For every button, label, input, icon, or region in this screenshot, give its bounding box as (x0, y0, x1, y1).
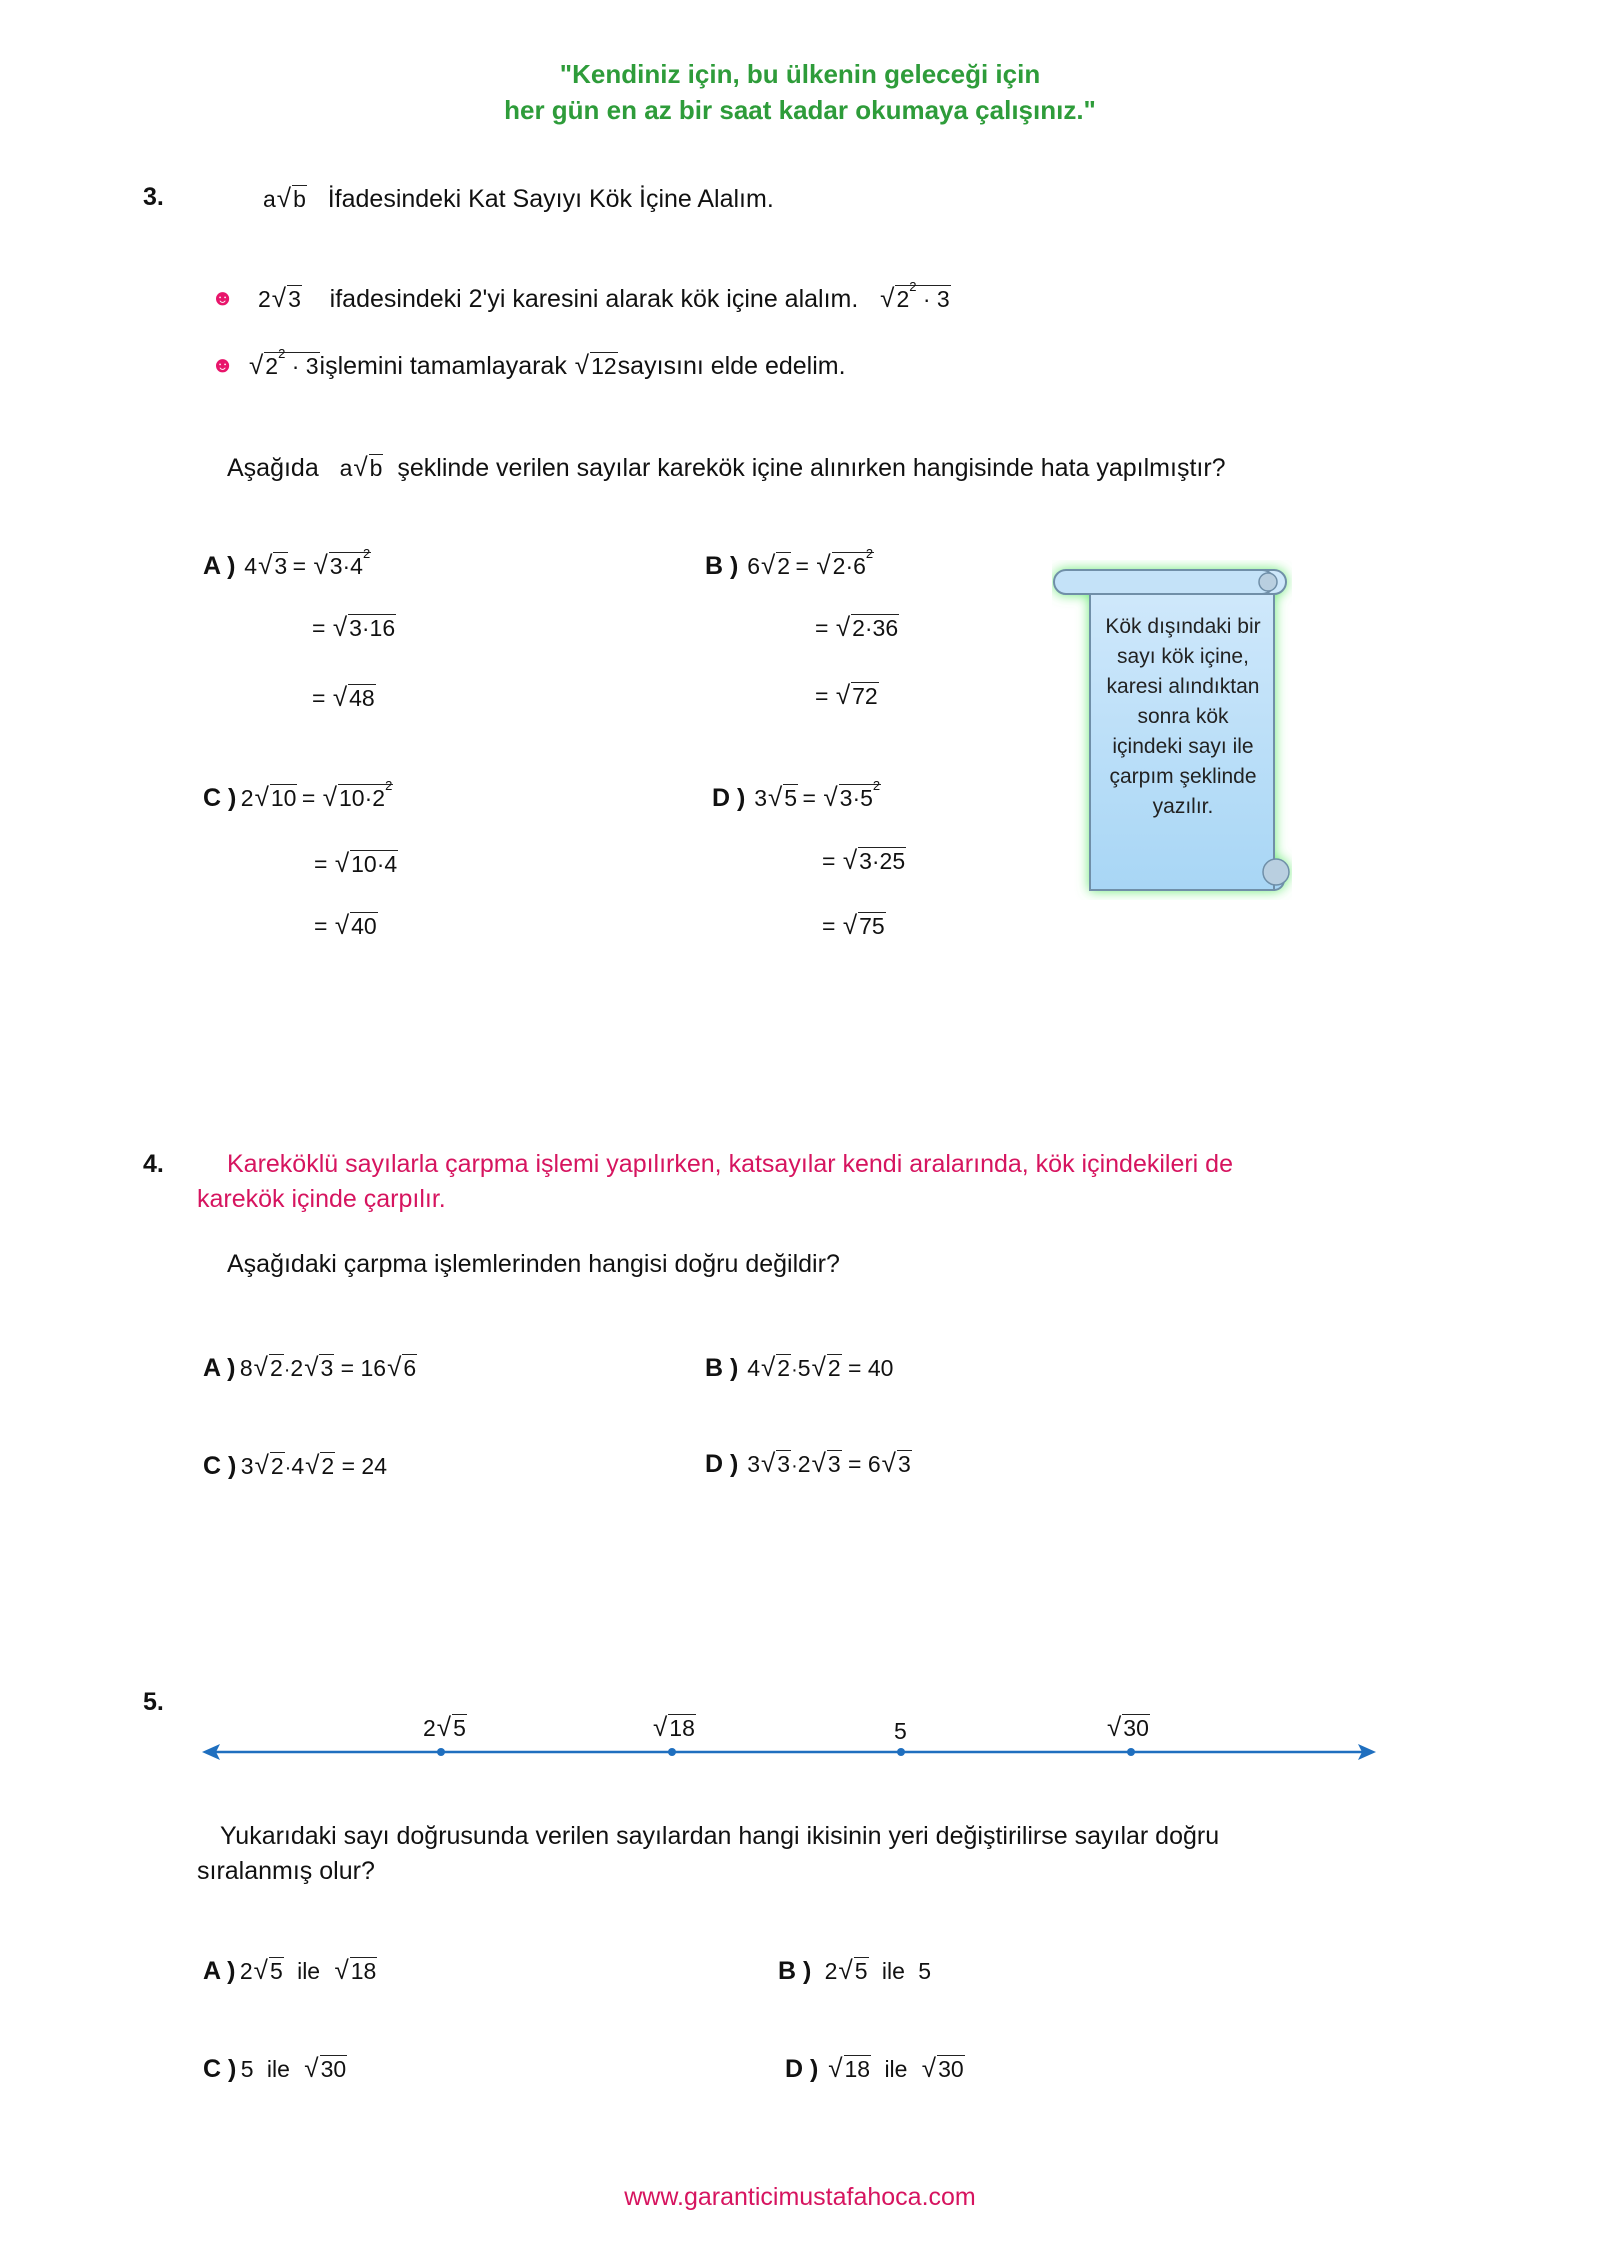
q4d-res-c: 6 (867, 1451, 881, 1477)
p2-rad: 18 (669, 1715, 695, 1741)
q3-option-a-label: A ) (203, 552, 236, 580)
q5-question-line-1: Yukarıdaki sayı doğrusunda verilen sayılardan hangi ikisinin yeri değiştirilirse sayılar doğru (220, 1822, 1220, 1850)
q3a-rad: 3 (274, 553, 288, 579)
q3-option-c[interactable]: C ) $2√10 = √10\cdot 2^2$ (203, 778, 393, 812)
q4a-r2: 3 (320, 1355, 334, 1381)
q3b-l1-exp: 2 (865, 546, 874, 561)
q3d-l1-exp: 2 (872, 778, 881, 793)
q3-option-d-step-3: = √75 (822, 910, 885, 940)
q3c-l2: 10·4 (351, 851, 398, 877)
q4b-c2: 5 (797, 1355, 811, 1381)
q5c-l: 5 (240, 2056, 254, 2082)
q3-question-pre: Aşağıda (227, 454, 319, 482)
q4a-c2: 2 (290, 1355, 304, 1381)
q5-option-b[interactable]: B ) 2√5 ile 5 (778, 1955, 932, 1985)
q3-title-a: a (263, 186, 276, 212)
q5-option-c-label: C ) (203, 2055, 237, 2083)
q4c-res: 24 (361, 1453, 388, 1479)
q3-question: Aşağıda a√b şeklinde verilen sayılar karekök içine alınırken hangisinde hata yapılmıştır? (227, 452, 1226, 482)
q5a-lc: 2 (239, 1958, 253, 1984)
q3c-l1 (338, 778, 393, 811)
number-line-label-2: √18 (653, 1712, 695, 1742)
q3a-l1-rad: 3·4 (329, 553, 363, 579)
q4-option-d-label: D ) (705, 1450, 739, 1478)
p4-rad: 30 (1123, 1715, 1149, 1741)
q3b-l2: 2·36 (852, 615, 899, 641)
q4c-r2: 2 (321, 1453, 335, 1479)
b1-rad: 3 (288, 286, 301, 312)
q3-title: a√b İfadesindeki Kat Sayıyı Kök İçine Alalım. (263, 183, 774, 213)
q3-option-b-label: B ) (705, 552, 739, 580)
question-5-number: 5. (143, 1688, 164, 1716)
q4-option-a[interactable]: A ) 8√2·2√3 = 16√6 (203, 1352, 417, 1382)
q5-option-a-label: A ) (203, 1957, 236, 1985)
b2-text: işlemini tamamlayarak (319, 352, 567, 380)
q4b-c1: 4 (747, 1355, 761, 1381)
q3-option-b-step-2: = √2·36 (815, 612, 899, 642)
q3-question-b: b (369, 455, 383, 481)
q4-info-line-1: Kareköklü sayılarla çarpma işlemi yapılırken, katsayılar kendi aralarında, kök içindekileri de (227, 1150, 1233, 1178)
q5d-ile: ile (884, 2056, 908, 2082)
number-line-label-4: √30 (1107, 1712, 1149, 1742)
q4a-res-c: 16 (360, 1355, 387, 1381)
q5-option-a[interactable]: A ) 2√5 ile √18 (203, 1955, 377, 1985)
number-line (200, 1730, 1380, 1770)
number-line-point (897, 1748, 905, 1756)
q3-option-a-step-2: = √3·16 (312, 612, 396, 642)
footer-url[interactable]: www.garanticimustafahoca.com (624, 2183, 976, 2211)
q3d-l3: 75 (859, 913, 885, 939)
q3-option-c-step-2: = √10·4 (314, 848, 398, 878)
q5c-ile: ile (266, 2056, 290, 2082)
q4-option-c[interactable]: C ) 3√2·4√2 = 24 (203, 1450, 388, 1480)
q3d-l1-rad: 3·5 (839, 785, 873, 811)
q5-option-c[interactable]: C ) 5 ile √30 (203, 2053, 347, 2083)
q4d-c2: 2 (797, 1451, 811, 1477)
q4-info-line-2: karekök içinde çarpılır. (197, 1185, 446, 1213)
q3-title-b: b (293, 186, 306, 212)
q4b-res: 40 (867, 1355, 894, 1381)
q4a-res-r: 6 (403, 1355, 417, 1381)
number-line-point (437, 1748, 445, 1756)
quote-line-2: her gün en az bir saat kadar okumaya çalışınız." (504, 95, 1096, 125)
b1-res-base: 2 (896, 286, 910, 312)
q5b-r: 5 (918, 1958, 932, 1984)
q3a-l2: 3·16 (349, 615, 396, 641)
q3-option-d-step-2: = √3·25 (822, 845, 906, 875)
q3-bullet-2: $√2^2$ · 3işlemini tamamlayarak √12sayısını elde edelim. (249, 346, 846, 380)
b1-res-exp: 2 (909, 279, 917, 294)
b2-text2: sayısını elde edelim. (617, 352, 846, 380)
q3-option-a[interactable]: A ) $4√3 = √3\cdot 4^2$ (203, 546, 371, 580)
q5-option-b-label: B ) (778, 1957, 812, 1985)
q5-question-line-2: sıralanmış olur? (197, 1857, 375, 1885)
q4c-c1: 3 (240, 1453, 254, 1479)
number-line-label-3: 5 (894, 1718, 907, 1744)
b1-res-rest: · 3 (922, 286, 950, 312)
q3-question-post: şeklinde verilen sayılar karekök içine alınırken hangisinde hata yapılmıştır? (397, 454, 1226, 482)
smiley-bullet-icon: ☻ (211, 352, 235, 377)
q3d-rad: 5 (784, 785, 798, 811)
q3-question-a: a (339, 455, 353, 481)
quote-line-1: "Kendiniz için, bu ülkenin geleceği için (559, 59, 1041, 89)
q4a-r1: 2 (269, 1355, 283, 1381)
question-3-number: 3. (143, 183, 164, 211)
q3c-l1-rad: 10·2 (339, 785, 386, 811)
q4d-r1: 3 (777, 1451, 791, 1477)
number-line-label-1: 2√5 (423, 1712, 466, 1742)
q3-option-b[interactable]: B ) $6√2 = √2\cdot 6^2$ (705, 546, 874, 580)
q3b-rad: 2 (777, 553, 791, 579)
q5a-rr: 18 (350, 1958, 377, 1984)
q3c-rad: 10 (270, 785, 297, 811)
q5d-lr: 18 (844, 2056, 871, 2082)
q4-option-d[interactable]: D ) 3√3·2√3 = 6√3 (705, 1448, 911, 1478)
b2-rad: 12 (591, 353, 617, 379)
smiley-bullet-icon: ☻ (211, 285, 235, 310)
q4d-r2: 3 (827, 1451, 841, 1477)
q5b-lr: 5 (854, 1958, 868, 1984)
q4-question: Aşağıdaki çarpma işlemlerinden hangisi doğru değildir? (227, 1250, 840, 1278)
q3b-l1 (832, 546, 874, 579)
q4-option-b-label: B ) (705, 1354, 739, 1382)
q5-option-d[interactable]: D ) √18 ile √30 (785, 2053, 964, 2083)
b1-text: ifadesindeki 2'yi karesini alarak kök içine alalım. (329, 285, 859, 313)
b2-expr (264, 346, 319, 379)
q3d-l1 (839, 778, 881, 811)
q3-option-a-step-3: = √48 (312, 682, 375, 712)
q5a-ile: ile (297, 1958, 321, 1984)
q3b-l1-rad: 2·6 (832, 553, 866, 579)
scroll-note (1052, 560, 1292, 900)
q3-option-d-label: D ) (712, 784, 746, 812)
q3b-l3: 72 (852, 683, 878, 709)
q3c-coef: 2 (240, 785, 254, 811)
q3a-coef: 4 (244, 553, 258, 579)
number-line-point (1127, 1748, 1135, 1756)
q3a-l1-exp: 2 (362, 546, 371, 561)
q3-option-c-label: C ) (203, 784, 237, 812)
q4d-c1: 3 (747, 1451, 761, 1477)
q5a-lr: 5 (269, 1958, 283, 1984)
q4b-r2: 2 (827, 1355, 841, 1381)
p1-rad: 5 (453, 1715, 466, 1741)
b1-coef: 2 (258, 286, 271, 312)
b2-rest: · 3 (291, 353, 319, 379)
q3c-l1-exp: 2 (385, 778, 393, 793)
b1-result (895, 279, 950, 312)
question-4-number: 4. (143, 1150, 164, 1178)
q4c-c2: 4 (291, 1453, 305, 1479)
header-quote (0, 56, 1600, 128)
q5b-lc: 2 (824, 1958, 838, 1984)
q3a-l1 (329, 546, 371, 579)
q3d-coef: 3 (754, 785, 768, 811)
q4a-c1: 8 (239, 1355, 253, 1381)
q3-option-d[interactable]: D ) $3√5 = √3\cdot 5^2$ (712, 778, 881, 812)
q4c-r1: 2 (270, 1453, 284, 1479)
q3-option-b-step-3: = √72 (815, 680, 878, 710)
number-line-point (668, 1748, 676, 1756)
q3-bullet-1: 2√3 ifadesindeki 2'yi karesini alarak kök içine alalım. $√2^2 \cdot 3$ (258, 279, 950, 313)
b2-base: 2 (265, 353, 279, 379)
q3b-coef: 6 (747, 553, 761, 579)
q5d-rr: 30 (938, 2056, 964, 2082)
q3-title-text: İfadesindeki Kat Sayıyı Kök İçine Alalım. (327, 185, 774, 213)
q3c-l3: 40 (351, 913, 377, 939)
q3d-l2: 3·25 (859, 848, 906, 874)
q3-option-c-step-3: = √40 (314, 910, 377, 940)
q4-option-b[interactable]: B ) 4√2·5√2 = 40 (705, 1352, 894, 1382)
q4b-r1: 2 (777, 1355, 791, 1381)
scroll-note-text: Kök dışındaki bir sayı kök içine, karesi alındıktan sonra kök içindeki sayı ile çarpım şeklinde yazılır. (1105, 615, 1261, 818)
q4-option-c-label: C ) (203, 1452, 237, 1480)
q5b-ile: ile (881, 1958, 905, 1984)
q5-option-d-label: D ) (785, 2055, 819, 2083)
b2-exp: 2 (278, 346, 286, 361)
q4-option-a-label: A ) (203, 1354, 236, 1382)
q5c-rr: 30 (320, 2056, 347, 2082)
p1-coef: 2 (423, 1715, 436, 1741)
q4d-res-r: 3 (897, 1451, 911, 1477)
q3a-l3: 48 (349, 685, 375, 711)
